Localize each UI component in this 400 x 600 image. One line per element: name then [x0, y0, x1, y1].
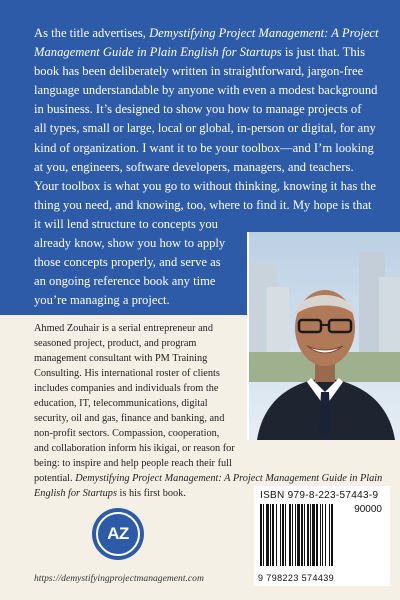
blurb-line: an ongoing reference book any time [34, 274, 216, 289]
blurb-line: you’re managing a project. [34, 293, 170, 308]
bio-line: education, IT, telecommunications, digital [34, 398, 208, 409]
bio-line: non-profit sectors. Compassion, cooperation, [34, 428, 220, 439]
blurb-line: those concepts properly, and serve as [34, 255, 221, 270]
barcode-digits: 9 798223 574439 [258, 573, 335, 583]
blurb-line: kind of organization. I want it to be your toolbox—and I’m looking [34, 140, 374, 155]
book-title-italic: English for Startups [34, 488, 117, 499]
bio-line: Ahmed Zouhair is a serial entrepreneur and [34, 323, 213, 334]
blurb-line: thing you need, and knowing, too, where to find it. My hope is that [34, 197, 372, 212]
bio-text: is his first book. [116, 488, 186, 499]
isbn-number: ISBN 979-8-223-57443-9 [260, 490, 379, 501]
book-title-italic: Management Guide in Plain English for Startups [34, 45, 282, 60]
blurb-line: language understandable by anyone with even a modest background [34, 83, 378, 98]
barcode-bars [260, 504, 348, 566]
blurb-text: As the title advertises, [34, 26, 150, 40]
blurb-line [34, 24, 390, 43]
bio-line: security, oil and gas, finance and banking, and [34, 413, 225, 424]
website-url: https://demystifyingprojectmanagement.com [34, 573, 204, 584]
author-portrait-image [249, 232, 400, 440]
bio-line: and collaboration inform his ikigai, or reason for [34, 443, 235, 454]
book-title-italic: Demystifying Project Management: A Project [149, 26, 379, 40]
blurb-line: already know, show you how to apply [34, 236, 226, 251]
blurb-line: in business. It’s designed to show you how to manage projects of [34, 102, 362, 117]
blurb-line [34, 43, 390, 62]
blurb-line: at you, engineers, software developers, managers, and teachers. [34, 159, 354, 174]
bio-line: seasoned project, product, and program [34, 338, 197, 349]
bio-line: includes companies and individuals from the [34, 383, 219, 394]
bio-line [34, 471, 394, 486]
isbn-barcode [254, 486, 390, 586]
author-photo [247, 232, 400, 440]
book-title-italic: Demystifying Project Management: A Project Management Guide in Plain [75, 473, 383, 484]
blurb-line: all types, small or large, local or global, in-person or digital, for any [34, 121, 376, 136]
bio-line: being: to inspire and help people reach their full [34, 458, 232, 469]
bio-text: potential. [34, 473, 76, 484]
bio-line: management consultant with PM Training [34, 353, 208, 364]
blurb-line: it will lend structure to concepts you [34, 216, 218, 231]
az-monogram-logo [92, 508, 144, 560]
logo-text: AZ [107, 524, 129, 543]
blurb-line: Your toolbox is what you go to without thinking, knowing it has the [34, 178, 376, 193]
blurb-text: is just that. This [281, 45, 366, 60]
price-code: 90000 [354, 504, 382, 515]
blurb-line: book has been deliberately written in straightforward, jargon-free [34, 64, 364, 79]
bio-line: Consulting. His international roster of clients [34, 368, 220, 379]
